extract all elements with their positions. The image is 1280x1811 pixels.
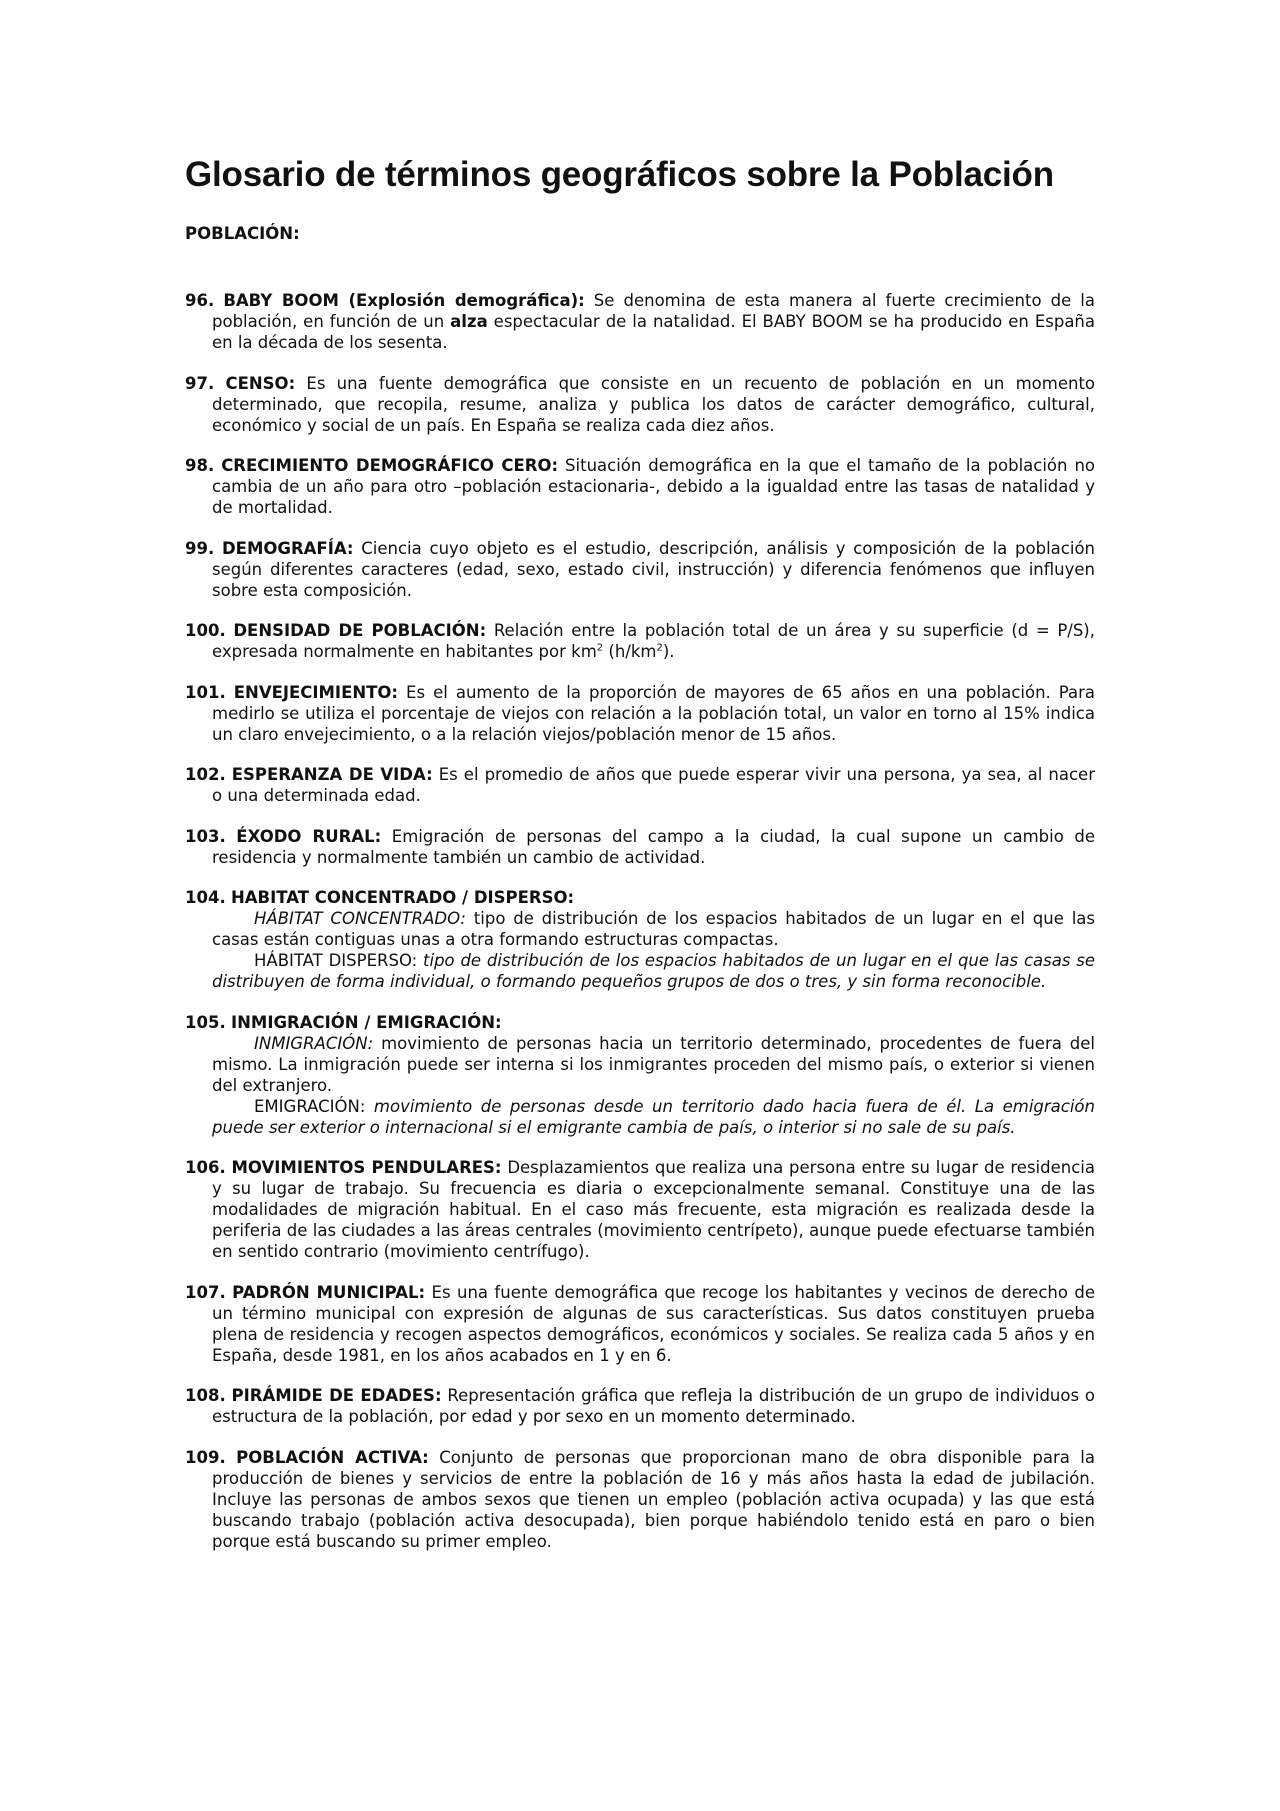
entry-number: 109. [185,1447,226,1467]
entry-text: Es el aumento de la proporción de mayores de 65 años en una población. Para medirlo se utiliza el porcentaje de viejos con relación a la población total, un valor en torno al 15% indica un claro envejecimiento, o a la relación viejos/población menor de 15 años. [212,682,1095,744]
entry-number: 105. [185,1012,226,1032]
entry-term: PIRÁMIDE DE EDADES: [231,1386,442,1405]
entry-text: Es una fuente demográfica que consiste en un recuento de población en un momento determinado, que recopila, resume, analiza y publica los datos de carácter demográfico, cultural, económico y social de un país. En España se realiza cada diez años. [212,373,1096,435]
entry-text: Conjunto de personas que proporcionan mano de obra disponible para la producción de bienes y servicios de entre la población de 16 y más años hasta la edad de jubilación. Incluye las personas de ambos sexos que tienen un empleo (población activa ocupada) y las que está buscando trabajo (población activa desocupada), bien porque habiéndolo tenido está en paro o bien porque está buscando su primer empleo. [212,1447,1095,1551]
entry-term: INMIGRACIÓN / EMIGRACIÓN: [230,1012,502,1032]
entry-text: Se denomina de esta manera al fuerte crecimiento de la población, en función de un [212,291,1096,331]
entry-term: BABY BOOM (Explosión demográfica): [223,291,585,310]
entry-text: Emigración de personas del campo a la ciudad, la cual supone un cambio de residencia y normalmente también un cambio de actividad. [212,826,1096,867]
entry-term: PADRÓN MUNICIPAL: [232,1282,426,1302]
entry-text: ). [662,642,675,661]
page-title: Glosario de términos geográficos sobre la Población [185,155,1054,194]
entry-term: ENVEJECIMIENTO: [233,682,399,702]
entry-number: 104. [185,888,226,907]
entry-number: 100. [185,621,226,640]
entry-number: 98. [185,456,215,475]
entry-text: (h/km [603,642,657,661]
subentry-text: tipo de distribución de los espacios habitados de un lugar en el que las casas se distribuyen de forma individual, o formando pequeños grupos de dos o tres, y sin forma reconocible. [212,951,1096,991]
entry-bold-word: alza [450,312,488,331]
entry-text: Ciencia cuyo objeto es el estudio, descripción, análisis y composición de la población según diferentes caracteres (edad, sexo, estado civil, instrucción) y diferencia fenómenos que influyen sobre esta composición. [212,538,1095,600]
glossary-entry [185,1012,1095,1138]
subentry-label: HÁBITAT DISPERSO: [254,951,418,970]
entry-number: 101. [185,682,226,702]
entry-term: POBLACIÓN ACTIVA: [236,1447,429,1467]
subentry-text: movimiento de personas desde un territorio dado hacia fuera de él. La emigración puede ser exterior o internacional si el emigrante cambia de país, o interior si no sale de su país. [212,1096,1095,1137]
entry-text: Es una fuente demográfica que recoge los habitantes y vecinos de derecho de un término municipal con expresión de algunas de sus características. Sus datos constituyen prueba plena de residencia y recogen aspectos demográficos, económicos y sociales. Se realiza cada 5 años y en España, desde 1981, en los años acabados en 1 y en 6. [212,1282,1095,1365]
entry-term: CENSO: [225,373,296,393]
glossary-entry [185,682,1095,745]
entry-text: Es el promedio de años que puede esperar vivir una persona, ya sea, al nacer o una determinada edad. [212,765,1095,805]
entry-text: espectacular de la natalidad. El BABY BOOM se ha producido en España en la década de los sesenta. [212,312,1096,352]
subentry-text: movimiento de personas hacia un territorio determinado, procedentes de fuera del mismo. La inmigración puede ser interna si los inmigrantes proceden del mismo país, o exterior si vienen del extranjero. [212,1033,1095,1095]
entry-term: HABITAT CONCENTRADO / DISPERSO: [230,888,575,907]
entry-term: MOVIMIENTOS PENDULARES: [231,1158,502,1177]
entry-term: CRECIMIENTO DEMOGRÁFICO CERO: [221,456,559,475]
subentry [212,950,1095,992]
entry-number: 96. [185,291,215,310]
entry-number: 97. [185,373,215,393]
subentry-label: INMIGRACIÓN: [254,1033,374,1053]
subentry [212,908,1095,950]
entry-number: 108. [185,1386,226,1405]
entry-number: 102. [185,765,226,784]
glossary-entry [185,455,1095,518]
entry-text: Representación gráfica que refleja la distribución de un grupo de individuos o estructura de la población, por edad y por sexo en un momento determinado. [212,1386,1095,1426]
entry-text: Relación entre la población total de un área y su superficie (d = P/S), expresada normalmente en habitantes por km [212,621,1095,661]
subentry [212,1033,1095,1096]
glossary-entry [185,764,1095,806]
entry-text: Situación demográfica en la que el tamaño de la población no cambia de un año para otro –población estacionaria-, debido a la igualdad entre las tasas de natalidad y de mortalidad. [212,456,1095,517]
glossary-entry [185,538,1095,601]
entry-number: 99. [185,538,215,558]
glossary-entry [185,826,1095,868]
entry-number: 103. [185,826,226,846]
glossary-entry [185,290,1095,353]
subentry-label: HÁBITAT CONCENTRADO: [254,909,466,928]
superscript: 2 [596,642,604,654]
glossary-entry [185,1385,1095,1427]
glossary-entry [185,620,1095,662]
glossary-entry [185,887,1095,992]
entry-number: 106. [185,1158,226,1177]
section-heading: POBLACIÓN: [185,224,300,243]
entry-term: ESPERANZA DE VIDA: [231,765,433,784]
glossary-entry [185,373,1095,436]
subentry-label: EMIGRACIÓN: [254,1096,366,1116]
entry-number: 107. [185,1282,226,1302]
glossary-entry [185,1282,1095,1366]
subentry-text: tipo de distribución de los espacios habitados de un lugar en el que las casas están contiguas unas a otra formando estructuras compactas. [212,909,1095,949]
entry-term: DEMOGRAFÍA: [221,538,354,558]
glossary-entry [185,1447,1095,1552]
entry-text: Desplazamientos que realiza una persona entre su lugar de residencia y su lugar de trabajo. Su frecuencia es diaria o excepcionalmente semanal. Constituye una de las modalidades de migración habitual. En el caso más frecuente, esta migración es realizada desde la periferia de las ciudades a las áreas centrales (movimiento centrípeto), aunque puede efectuarse también en sentido contrario (movimiento centrífugo). [212,1158,1095,1261]
entry-term: ÉXODO RURAL: [236,826,382,846]
subentry [212,1096,1095,1138]
superscript: 2 [656,642,663,654]
glossary-entry [185,1157,1095,1262]
entry-term: DENSIDAD DE POBLACIÓN: [233,621,487,640]
